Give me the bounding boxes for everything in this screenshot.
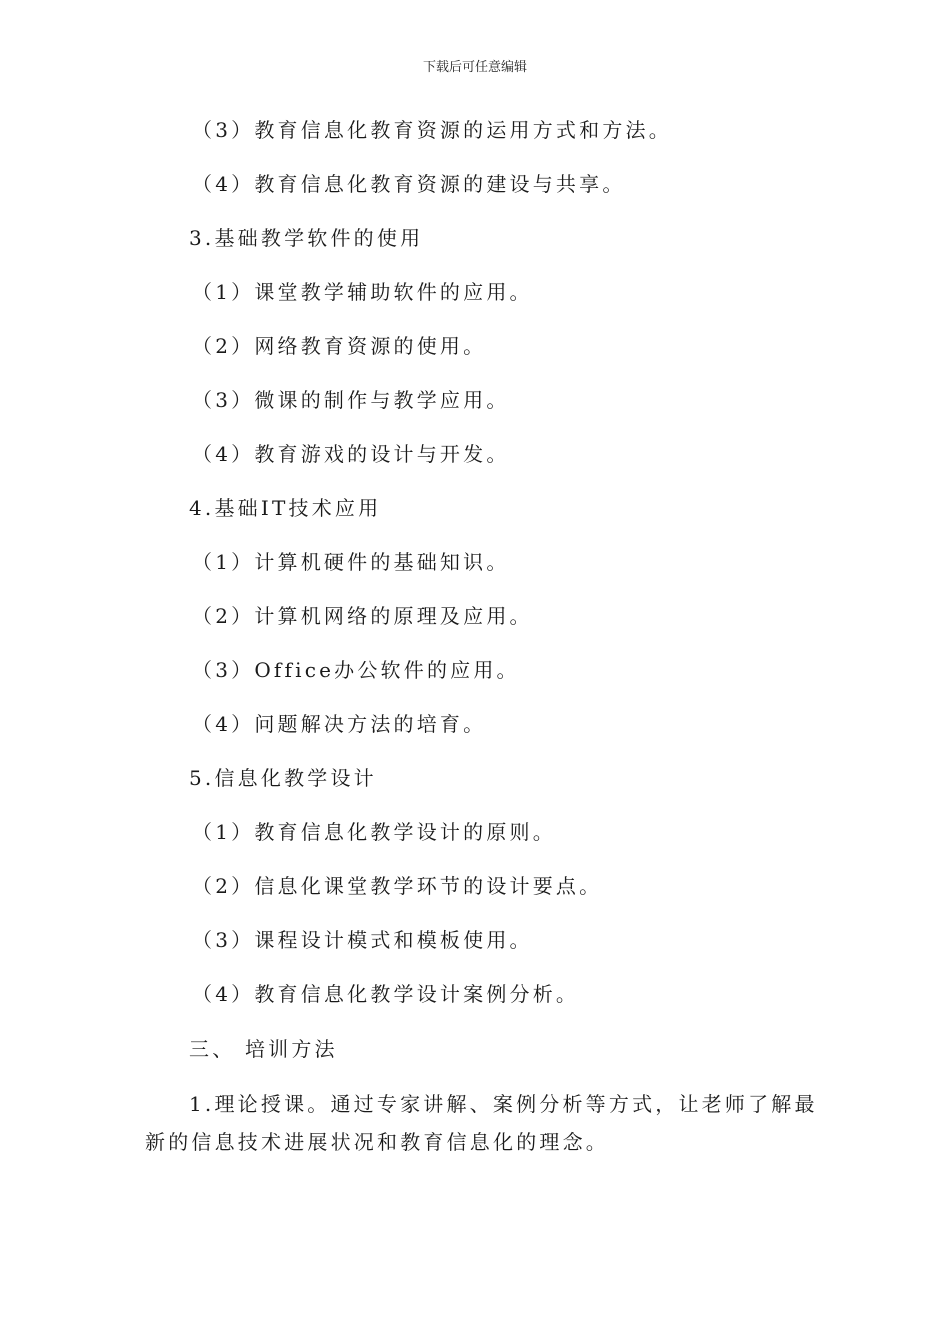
paragraph-line: 1.理论授课。通过专家讲解、案例分析等方式，让老师了解最 [189, 1092, 818, 1116]
list-item: （1）计算机硬件的基础知识。 [192, 550, 510, 574]
section-heading: 5.信息化教学设计 [189, 766, 377, 790]
list-item: （4）问题解决方法的培育。 [192, 712, 487, 736]
list-item: （2）计算机网络的原理及应用。 [192, 604, 533, 628]
list-item: （2）网络教育资源的使用。 [192, 334, 487, 358]
list-item: （3）课程设计模式和模板使用。 [192, 928, 533, 952]
list-item: （1）课堂教学辅助软件的应用。 [192, 280, 533, 304]
list-item: （4）教育游戏的设计与开发。 [192, 442, 510, 466]
list-item: （3）教育信息化教育资源的运用方式和方法。 [192, 118, 672, 142]
chapter-heading: 三、 培训方法 [189, 1037, 338, 1061]
paragraph-line: 新的信息技术进展状况和教育信息化的理念。 [145, 1130, 609, 1154]
list-item: （4）教育信息化教育资源的建设与共享。 [192, 172, 626, 196]
section-heading: 3.基础教学软件的使用 [189, 226, 424, 250]
page-header: 下载后可任意编辑 [422, 60, 527, 75]
section-heading: 4.基础IT技术应用 [189, 496, 382, 520]
list-item: （1）教育信息化教学设计的原则。 [192, 820, 556, 844]
list-item: （3）Office办公软件的应用。 [192, 658, 520, 682]
list-item: （4）教育信息化教学设计案例分析。 [192, 982, 580, 1006]
list-item: （2）信息化课堂教学环节的设计要点。 [192, 874, 603, 898]
list-item: （3）微课的制作与教学应用。 [192, 388, 510, 412]
